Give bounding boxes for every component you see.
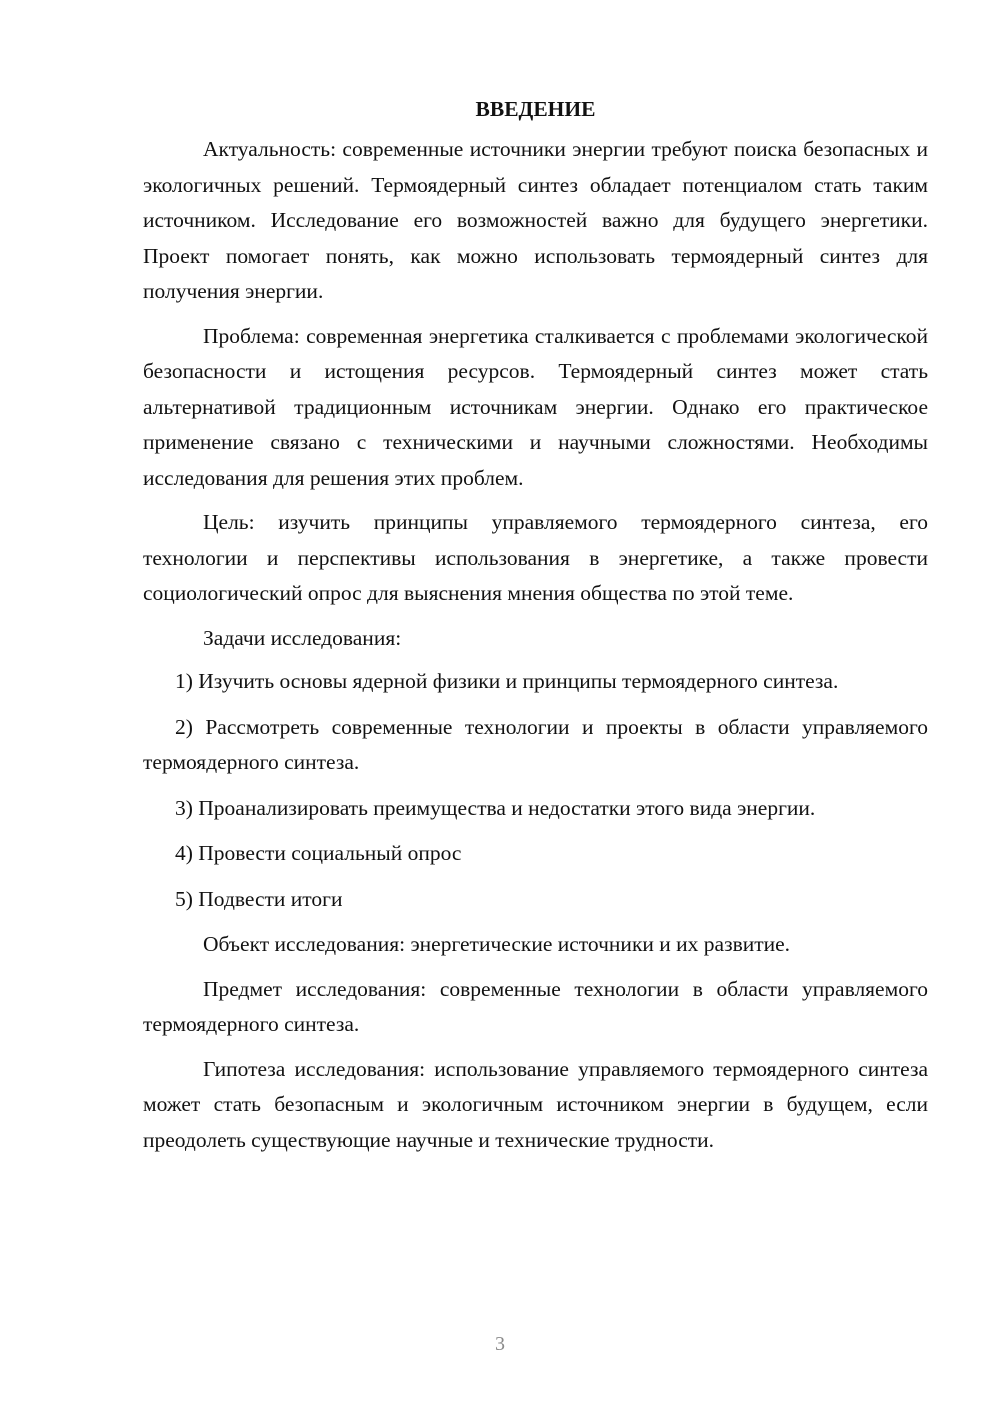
- relevance-paragraph: Актуальность: современные источники энергии требуют поиска безопасных и экологичных решений. Термоядерный синтез обладает потенциалом стать таким источником. Исследование его возможностей важно для будущего энергетики. Проект помогает понять, как можно использовать термоядерный синтез для получения энергии.: [143, 137, 928, 303]
- page-content: [143, 92, 928, 1167]
- tasks-list: [143, 664, 928, 917]
- problem-paragraph: Проблема: современная энергетика сталкивается с проблемами экологической безопасности и истощения ресурсов. Термоядерный синтез может стать альтернативой традиционным источникам энергии. Однако его практическое применение связано с техническими и научными сложностями. Необходимы исследования для решения этих проблем.: [143, 323, 928, 490]
- task-item: 4) Провести социальный опрос: [175, 841, 462, 865]
- section-heading: ВВЕДЕНИЕ: [475, 97, 596, 121]
- tasks-heading: Задачи исследования:: [203, 625, 402, 650]
- task-item: 1) Изучить основы ядерной физики и принципы термоядерного синтеза.: [175, 669, 839, 693]
- hypothesis-paragraph: Гипотеза исследования: использование управляемого термоядерного синтеза может стать безопасным и экологичным источником энергии в будущем, если преодолеть существующие научные и технические трудности.: [143, 1056, 928, 1152]
- object-paragraph: Объект исследования: энергетические источники и их развитие.: [203, 932, 791, 956]
- task-item: 2) Рассмотреть современные технологии и проекты в области управляемого термоядерного синтеза.: [143, 714, 928, 774]
- task-item: 3) Проанализировать преимущества и недостатки этого вида энергии.: [175, 795, 816, 820]
- page-number: 3: [495, 1333, 505, 1355]
- task-item: 5) Подвести итоги: [175, 886, 343, 911]
- goal-paragraph: Цель: изучить принципы управляемого термоядерного синтеза, его технологии и перспективы использования в энергетике, а также провести социологический опрос для выяснения мнения общества по этой теме.: [143, 510, 928, 605]
- subject-paragraph: Предмет исследования: современные технологии в области управляемого термоядерного синтеза.: [143, 976, 928, 1036]
